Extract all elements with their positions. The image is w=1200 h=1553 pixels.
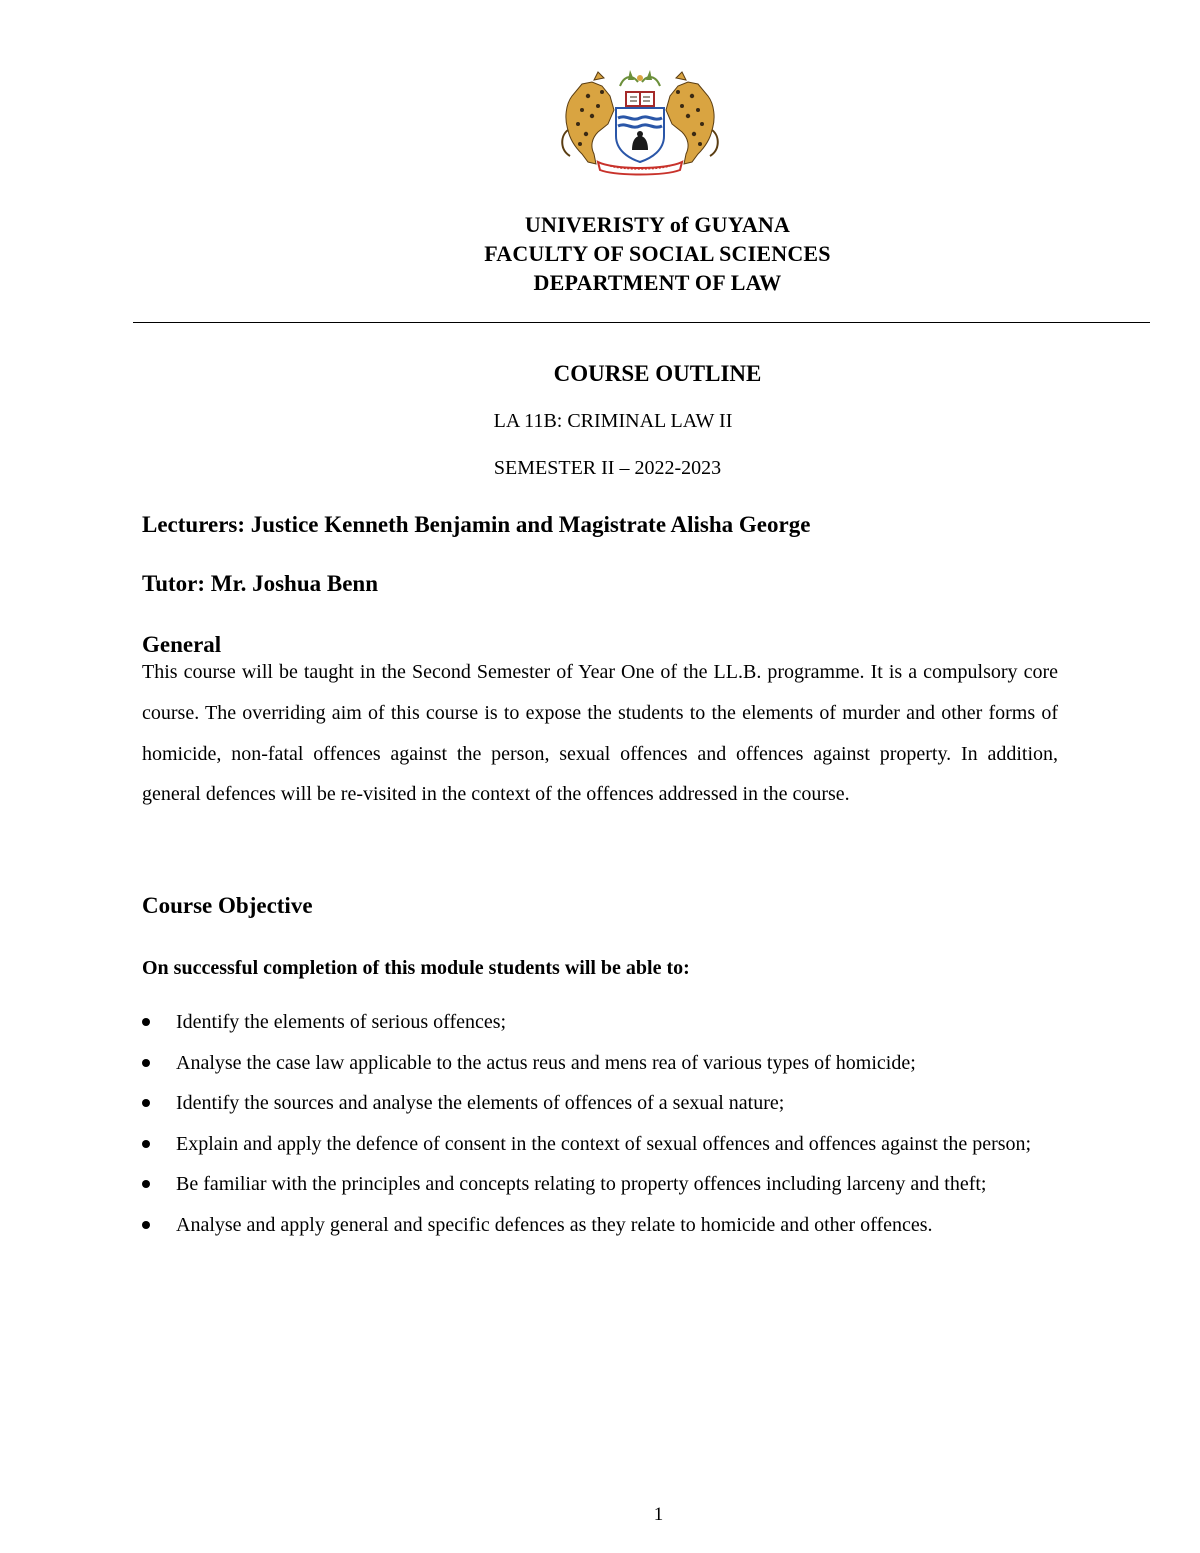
department-name: DEPARTMENT OF LAW: [533, 270, 782, 295]
leaves-icon: [620, 70, 660, 86]
lecturers-line: Lecturers: Justice Kenneth Benjamin and Magistrate Alisha George: [142, 512, 811, 537]
page-number: 1: [653, 1504, 664, 1525]
course-code-title: LA 11B: CRIMINAL LAW II: [493, 410, 733, 432]
motto-ribbon-icon: [598, 162, 682, 175]
right-jaguar-icon: [666, 72, 718, 164]
general-paragraph: This course will be taught in the Second Semester of Year One of the LL.B. programme. It is a compulsory core course. The overriding aim of this course is to expose the students to the elements of murder and other forms of homicide, non-fatal offences against the person, sexual offences and offences against property. In addition, general defences will be re-visited in the context of the offences addressed in the course.: [142, 661, 1058, 806]
objective-intro: On successful completion of this module students will be able to:: [142, 957, 690, 979]
objective-text: Identify the elements of serious offences;: [176, 1011, 507, 1033]
list-item: [142, 1205, 1062, 1246]
course-objective-heading: Course Objective: [142, 893, 313, 918]
tutor-line: Tutor: Mr. Joshua Benn: [142, 571, 379, 596]
objective-text: Analyse and apply general and specific defences as they relate to homicide and other offences.: [176, 1213, 933, 1236]
list-item: [142, 1124, 1062, 1165]
bullet-icon: [142, 1180, 150, 1188]
objective-text: Identify the sources and analyse the elements of offences of a sexual nature;: [176, 1092, 785, 1115]
header-divider: [133, 322, 1150, 323]
book-icon: [626, 92, 654, 106]
left-jaguar-icon: [562, 72, 614, 164]
bullet-icon: [142, 1099, 150, 1107]
list-item: [142, 1043, 1062, 1084]
objective-text: Be familiar with the principles and concepts relating to property offences including larceny and theft;: [176, 1173, 987, 1196]
faculty-name: FACULTY OF SOCIAL SCIENCES: [484, 241, 831, 266]
university-name: UNIVERISTY of GUYANA: [524, 212, 791, 237]
bullet-icon: [142, 1059, 150, 1067]
list-item: [142, 1164, 1062, 1205]
objectives-list: [142, 1002, 1062, 1246]
general-heading: General: [142, 632, 222, 657]
list-item: [142, 1083, 1062, 1124]
objective-text: Explain and apply the defence of consent in the context of sexual offences and offences against the person;: [176, 1132, 1032, 1155]
shield-icon: [616, 108, 664, 162]
bullet-icon: [142, 1221, 150, 1229]
university-crest: [558, 66, 722, 176]
coat-of-arms-icon: [558, 66, 722, 176]
course-outline-title: COURSE OUTLINE: [553, 361, 762, 386]
list-item: [142, 1002, 1062, 1043]
objective-text: Analyse the case law applicable to the actus reus and mens rea of various types of homicide;: [176, 1051, 916, 1074]
bullet-icon: [142, 1018, 150, 1026]
bullet-icon: [142, 1140, 150, 1148]
semester-label: SEMESTER II – 2022-2023: [493, 457, 722, 479]
